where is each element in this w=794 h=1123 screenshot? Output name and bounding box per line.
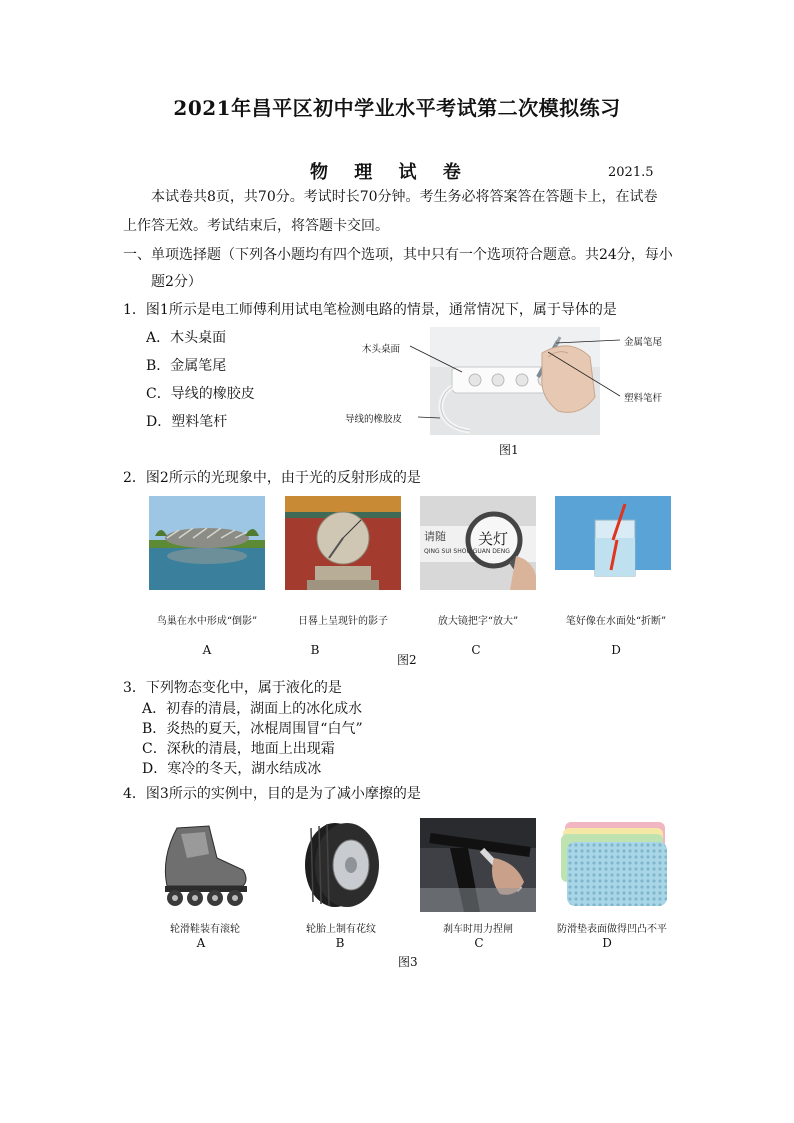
q4-letter-c: C — [474, 936, 484, 950]
q1-callout-lines — [0, 0, 794, 460]
q3-option-c: C．深秋的清晨，地面上出现霜 — [142, 741, 335, 757]
q4-photo-a-roller-skate — [147, 818, 263, 912]
q2-letter-a: A — [202, 643, 212, 657]
exam-title: 2021年昌平区初中学业水平考试第二次模拟练习 — [173, 96, 621, 120]
fig3-label: 图3 — [398, 955, 418, 969]
q4-letter-a: A — [196, 936, 206, 950]
q2-photo-c-magnifier — [420, 496, 536, 590]
q2-caption-a: 鸟巢在水中形成“倒影” — [156, 616, 258, 627]
q1-option-b: B．金属笔尾 — [146, 358, 227, 374]
q2-photo-d-pen-in-water — [555, 496, 671, 590]
q3-option-d: D．寒冷的冬天，湖水结成冰 — [142, 761, 322, 777]
q3-stem: 3．下列物态变化中，属于液化的是 — [123, 680, 342, 696]
q4-photo-c-brake — [420, 818, 536, 912]
q1-callout-desk: 木头桌面 — [362, 344, 401, 355]
q2-caption-d: 笔好像在水面处“折断” — [565, 616, 667, 627]
q2-caption-c: 放大镜把字“放大” — [437, 616, 519, 627]
exam-date: 2021.5 — [608, 165, 654, 180]
q1-option-d: D．塑料笔杆 — [146, 414, 228, 430]
q2-letter-b: B — [310, 643, 320, 657]
q4-photo-b-tire — [283, 818, 399, 912]
q3-option-b: B．炎热的夏天，冰棍周围冒“白气” — [142, 721, 363, 737]
q4-photo-d-anti-slip-mat — [555, 818, 671, 912]
q4-letter-d: D — [602, 936, 612, 950]
fig2-label: 图2 — [397, 653, 417, 667]
subject-title: 物 理 试 卷 — [310, 162, 471, 183]
q4-letter-b: B — [335, 936, 345, 950]
q2-sign-text-small: 请随 — [424, 530, 446, 543]
intro-line-1: 本试卷共8页，共70分。考试时长70分钟。考生务必将答案答在答题卡上，在试卷 — [151, 189, 658, 205]
q4-caption-a: 轮滑鞋装有滚轮 — [170, 924, 240, 935]
intro-line-2: 上作答无效。考试结束后，将答题卡交回。 — [123, 218, 389, 234]
q2-letter-c: C — [471, 643, 481, 657]
q3-option-a: A．初春的清晨，湖面上的冰化成水 — [142, 701, 363, 717]
q4-caption-d: 防滑垫表面做得凹凸不平 — [557, 924, 667, 935]
q1-option-a: A．木头桌面 — [146, 330, 227, 346]
q2-sign-text-large: 关灯 — [478, 530, 509, 548]
q4-stem: 4．图3所示的实例中，目的是为了减小摩擦的是 — [123, 786, 421, 802]
q1-stem: 1．图1所示是电工师傅利用试电笔检测电路的情景，通常情况下，属于导体的是 — [123, 302, 617, 318]
q2-caption-b: 日晷上呈现针的影子 — [298, 616, 388, 627]
q2-sign-pinyin: QING SUI SHOU GUAN DENG — [424, 548, 510, 555]
q1-callout-shaft: 塑料笔杆 — [624, 393, 663, 404]
fig1-label: 图1 — [499, 443, 519, 457]
q2-photo-a-birds-nest — [149, 496, 265, 590]
q4-caption-b: 轮胎上制有花纹 — [306, 924, 376, 935]
q1-option-c: C．导线的橡胶皮 — [146, 386, 255, 402]
q4-caption-c: 刹车时用力捏闸 — [443, 924, 513, 935]
q2-photo-b-sundial — [285, 496, 401, 590]
section-heading-line-1: 一、单项选择题（下列各小题均有四个选项，其中只有一个选项符合题意。共24分，每小 — [123, 247, 673, 263]
q2-letter-d: D — [611, 643, 621, 657]
q2-stem: 2．图2所示的光现象中，由于光的反射形成的是 — [123, 470, 421, 486]
q1-callout-tail: 金属笔尾 — [624, 337, 663, 348]
section-heading-line-2: 题2分） — [151, 274, 202, 290]
q1-callout-wire: 导线的橡胶皮 — [345, 414, 403, 425]
